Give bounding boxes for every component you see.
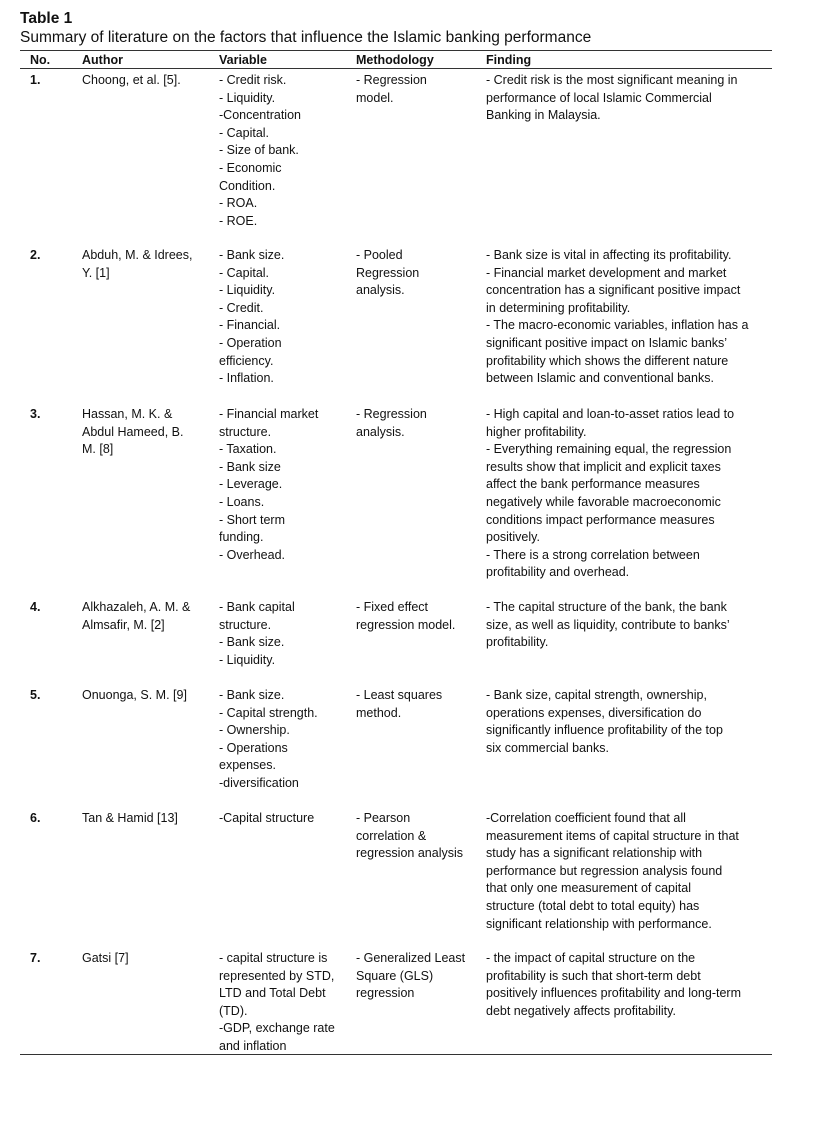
cell-finding-line: negatively while favorable macroeconomic: [486, 494, 721, 509]
cell-methodology-line: - Regression: [356, 73, 427, 87]
cell-finding-line: performance of local Islamic Commercial: [486, 90, 712, 105]
cell-finding-line: in determining profitability.: [486, 300, 631, 315]
cell-author-line: Hassan, M. K. &: [82, 407, 173, 421]
cell-variable-line: - Bank capital: [219, 600, 295, 614]
cell-finding-line: - Bank size is vital in affecting its profitability.: [486, 248, 732, 262]
cell-variable: [219, 406, 349, 564]
header-author: Author: [82, 53, 123, 67]
table-title-block: [20, 10, 772, 47]
cell-variable-line: - capital structure is: [219, 951, 328, 965]
cell-variable-line: Condition.: [219, 178, 276, 193]
cell-author-line: Gatsi [7]: [82, 951, 129, 965]
cell-methodology: [356, 810, 478, 863]
table-number: Table 1: [20, 10, 73, 27]
cell-finding-line: study has a significant relationship with: [486, 846, 703, 861]
cell-finding-line: significant relationship with performance.: [486, 916, 712, 931]
cell-no-line: 3.: [30, 407, 41, 421]
cell-variable-line: - Liquidity.: [219, 283, 276, 298]
cell-variable-line: - Loans.: [219, 494, 265, 509]
cell-author-line: M. [8]: [82, 442, 114, 457]
cell-no: [30, 950, 60, 968]
cell-variable-line: - Capital.: [219, 265, 270, 280]
cell-author-line: Abdul Hameed, B.: [82, 424, 184, 439]
cell-variable: [219, 687, 349, 793]
cell-variable-line: and inflation: [219, 1038, 287, 1053]
cell-finding-line: higher profitability.: [486, 424, 587, 439]
cell-finding-line: - High capital and loan-to-asset ratios lead to: [486, 407, 735, 421]
cell-methodology: [356, 950, 478, 1003]
cell-variable-line: -GDP, exchange rate: [219, 1021, 335, 1036]
cell-author: [82, 599, 210, 634]
cell-finding-line: profitability is such that short-term debt: [486, 968, 701, 983]
cell-author: [82, 406, 210, 459]
cell-variable-line: LTD and Total Debt: [219, 986, 326, 1001]
cell-finding-line: - Bank size, capital strength, ownership,: [486, 688, 707, 702]
cell-methodology: [356, 687, 478, 722]
cell-methodology: [356, 72, 478, 107]
cell-variable: [219, 599, 349, 669]
cell-methodology-line: - Regression: [356, 407, 427, 421]
cell-variable-line: - Overhead.: [219, 547, 286, 562]
cell-no-line: 6.: [30, 811, 41, 825]
cell-variable-line: - Bank size.: [219, 688, 285, 702]
cell-finding-line: between Islamic and conventional banks.: [486, 371, 714, 386]
cell-variable: [219, 810, 349, 828]
cell-methodology-line: - Least squares: [356, 688, 443, 702]
cell-variable-line: - Credit.: [219, 300, 264, 315]
cell-finding: [486, 599, 768, 652]
cell-variable-line: - Operation: [219, 335, 282, 350]
cell-author: [82, 810, 210, 828]
cell-no-line: 5.: [30, 688, 41, 702]
cell-no-line: 2.: [30, 248, 41, 262]
cell-no-line: 7.: [30, 951, 41, 965]
cell-finding: [486, 247, 768, 388]
cell-finding-line: results show that implicit and explicit taxes: [486, 459, 721, 474]
cell-variable-line: - Financial.: [219, 318, 281, 333]
cell-finding: [486, 687, 768, 757]
cell-methodology-line: - Pearson: [356, 811, 411, 825]
cell-variable-line: - ROA.: [219, 196, 258, 211]
cell-author-line: Choong, et al. [5].: [82, 73, 181, 87]
cell-methodology-line: analysis.: [356, 283, 405, 298]
cell-finding-line: Banking in Malaysia.: [486, 108, 601, 123]
cell-finding-line: concentration has a significant positive impact: [486, 283, 741, 298]
cell-finding-line: profitability.: [486, 635, 549, 650]
cell-methodology-line: Square (GLS): [356, 968, 434, 983]
cell-variable-line: - Operations: [219, 740, 288, 755]
cell-variable-line: - Leverage.: [219, 477, 283, 492]
cell-author: [82, 687, 210, 705]
cell-finding: [486, 406, 768, 582]
cell-finding-line: positively.: [486, 530, 540, 545]
cell-variable-line: - Financial market: [219, 407, 319, 421]
cell-methodology-line: - Fixed effect: [356, 600, 429, 614]
cell-finding-line: - Credit risk is the most significant meaning in: [486, 73, 738, 87]
header-finding: Finding: [486, 53, 532, 67]
cell-variable-line: - ROE.: [219, 213, 258, 228]
top-rule: [20, 50, 772, 51]
cell-finding-line: positively influences profitability and long-term: [486, 986, 741, 1001]
table-caption: Summary of literature on the factors that influence the Islamic banking performance: [20, 29, 592, 46]
cell-finding-line: debt negatively affects profitability.: [486, 1003, 676, 1018]
header-methodology: Methodology: [356, 53, 434, 67]
header-rule: [20, 68, 772, 69]
cell-variable-line: - Bank size: [219, 459, 281, 474]
cell-finding-line: that only one measurement of capital: [486, 881, 691, 896]
cell-variable-line: - Bank size.: [219, 248, 285, 262]
cell-no: [30, 72, 60, 90]
cell-finding-line: profitability and overhead.: [486, 565, 630, 580]
cell-variable-line: - Economic: [219, 160, 282, 175]
cell-finding-line: profitability which shows the different nature: [486, 353, 729, 368]
cell-variable-line: - Short term: [219, 512, 285, 527]
cell-variable-line: expenses.: [219, 758, 276, 773]
cell-methodology-line: method.: [356, 705, 402, 720]
cell-variable-line: - Taxation.: [219, 442, 277, 457]
cell-finding-line: six commercial banks.: [486, 740, 609, 755]
cell-finding: [486, 950, 768, 1020]
cell-variable-line: - Credit risk.: [219, 73, 287, 87]
cell-methodology-line: Regression: [356, 265, 420, 280]
cell-variable-line: - Liquidity.: [219, 652, 276, 667]
cell-finding-line: - Everything remaining equal, the regression: [486, 442, 732, 457]
cell-author-line: Almsafir, M. [2]: [82, 617, 165, 632]
cell-finding-line: - The macro-economic variables, inflation has a: [486, 318, 749, 333]
cell-no-line: 1.: [30, 73, 41, 87]
cell-author-line: Alkhazaleh, A. M. &: [82, 600, 191, 614]
cell-methodology-line: regression model.: [356, 617, 456, 632]
cell-finding-line: size, as well as liquidity, contribute to banks’: [486, 617, 730, 632]
cell-variable-line: - Bank size.: [219, 635, 285, 650]
cell-author-line: Abduh, M. & Idrees,: [82, 248, 193, 262]
cell-no: [30, 247, 60, 265]
cell-variable-line: structure.: [219, 424, 272, 439]
cell-author: [82, 247, 210, 282]
cell-no: [30, 599, 60, 617]
cell-no: [30, 810, 60, 828]
cell-variable-line: -Concentration: [219, 108, 301, 123]
cell-finding-line: -Correlation coefficient found that all: [486, 811, 686, 825]
cell-variable-line: efficiency.: [219, 353, 274, 368]
cell-finding-line: operations expenses, diversification do: [486, 705, 702, 720]
header-variable: Variable: [219, 53, 267, 67]
cell-methodology-line: - Pooled: [356, 248, 403, 262]
cell-variable-line: structure.: [219, 617, 272, 632]
header-no: No.: [30, 53, 51, 67]
cell-finding-line: conditions impact performance measures: [486, 512, 715, 527]
cell-variable-line: - Ownership.: [219, 723, 290, 738]
cell-methodology-line: model.: [356, 90, 394, 105]
cell-finding-line: performance but regression analysis found: [486, 863, 723, 878]
cell-methodology: [356, 599, 478, 634]
cell-methodology-line: - Generalized Least: [356, 951, 466, 965]
cell-finding-line: structure (total debt to total equity) has: [486, 898, 700, 913]
cell-methodology: [356, 247, 478, 300]
cell-author: [82, 950, 210, 968]
cell-methodology-line: regression: [356, 986, 415, 1001]
cell-methodology-line: analysis.: [356, 424, 405, 439]
cell-finding: [486, 72, 768, 125]
cell-author-line: Onuonga, S. M. [9]: [82, 688, 187, 702]
cell-no: [30, 406, 60, 424]
cell-methodology-line: regression analysis: [356, 846, 463, 861]
cell-author: [82, 72, 210, 90]
cell-variable-line: represented by STD,: [219, 968, 335, 983]
cell-finding-line: - There is a strong correlation between: [486, 547, 700, 562]
cell-variable-line: - Inflation.: [219, 371, 274, 386]
cell-author-line: Y. [1]: [82, 265, 110, 280]
cell-finding-line: measurement items of capital structure in that: [486, 828, 739, 843]
cell-variable-line: - Liquidity.: [219, 90, 276, 105]
cell-no-line: 4.: [30, 600, 41, 614]
cell-variable-line: -diversification: [219, 775, 299, 790]
cell-variable-line: (TD).: [219, 1003, 248, 1018]
cell-variable-line: - Capital.: [219, 125, 270, 140]
bottom-rule: [20, 1054, 772, 1055]
cell-no: [30, 687, 60, 705]
cell-variable-line: - Size of bank.: [219, 143, 299, 158]
cell-variable-line: funding.: [219, 530, 264, 545]
cell-variable-line: -Capital structure: [219, 811, 315, 825]
cell-finding-line: - the impact of capital structure on the: [486, 951, 696, 965]
cell-variable: [219, 247, 349, 388]
cell-finding-line: significant positive impact on Islamic banks’: [486, 335, 728, 350]
cell-finding-line: - Financial market development and market: [486, 265, 727, 280]
cell-variable-line: - Capital strength.: [219, 705, 318, 720]
cell-methodology-line: correlation &: [356, 828, 427, 843]
cell-author-line: Tan & Hamid [13]: [82, 811, 178, 825]
cell-finding-line: significantly influence profitability of the top: [486, 723, 723, 738]
cell-methodology: [356, 406, 478, 441]
cell-finding-line: affect the bank performance measures: [486, 477, 700, 492]
cell-finding-line: - The capital structure of the bank, the bank: [486, 600, 727, 614]
cell-variable: [219, 72, 349, 230]
cell-variable: [219, 950, 349, 1056]
cell-finding: [486, 810, 768, 933]
